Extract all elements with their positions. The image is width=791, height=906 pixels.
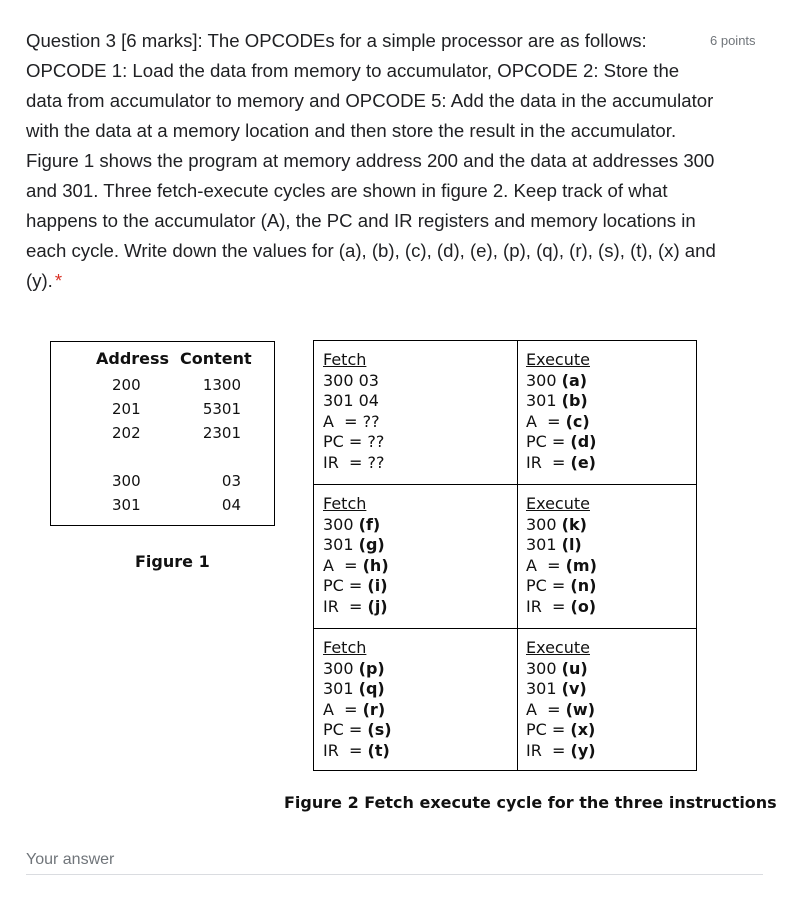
fetch-line: A = (r) xyxy=(323,699,386,719)
content-cell: 04 xyxy=(221,496,241,514)
address-cell: 202 xyxy=(112,424,141,442)
cycle-2-execute xyxy=(526,494,597,617)
fetch-line: IR = ?? xyxy=(323,452,385,472)
column-divider xyxy=(517,341,518,770)
cycle-3-fetch xyxy=(323,638,392,761)
fetch-line: 300 (f) xyxy=(323,514,381,534)
fetch-line: A = (h) xyxy=(323,555,389,575)
execute-line: 301 (v) xyxy=(526,679,587,698)
answer-input[interactable] xyxy=(26,846,763,875)
fetch-title: Fetch xyxy=(323,494,367,513)
fetch-line: PC = ?? xyxy=(323,432,385,451)
fetch-line: 301 04 xyxy=(323,391,379,410)
content-cell: 1300 xyxy=(202,376,241,394)
fetch-line: 300 03 xyxy=(323,370,379,390)
cycle-1-execute xyxy=(526,350,596,473)
address-cell: 201 xyxy=(112,400,141,418)
execute-line: A = (c) xyxy=(526,411,590,431)
address-header: Address xyxy=(96,349,170,368)
address-cell: 301 xyxy=(112,496,141,514)
execute-line: IR = (e) xyxy=(526,452,596,472)
execute-line: IR = (y) xyxy=(526,740,596,760)
content-header: Content xyxy=(180,349,252,368)
execute-title: Execute xyxy=(526,494,590,513)
address-cell: 300 xyxy=(112,472,141,490)
execute-line: 300 (u) xyxy=(526,658,588,678)
fetch-line: 301 (g) xyxy=(323,535,385,554)
fetch-line: 301 (q) xyxy=(323,679,385,698)
content-cell: 03 xyxy=(221,472,241,490)
execute-line: A = (m) xyxy=(526,555,597,575)
fetch-line: IR = (t) xyxy=(323,740,390,760)
figure-1-table xyxy=(50,341,275,526)
execute-line: 300 (k) xyxy=(526,514,587,534)
figure-2-caption: Figure 2 Fetch execute cycle for the three instructions xyxy=(284,793,777,812)
execute-title: Execute xyxy=(526,638,590,657)
fetch-title: Fetch xyxy=(323,350,367,369)
execute-line: IR = (o) xyxy=(526,596,597,616)
question-body: Question 3 [6 marks]: The OPCODEs for a simple processor are as follows: OPCODE 1: Load the data from memory to accumulator, OPCODE 2: Store the data from accumulator to memory and OPCODE 5: Add the data in the accumulator with the data at a memory location and then store the result in the accumulator. Figure 1 shows the program at memory address 200 and the data at addresses 300 and 301. Three fetch-execute cycles are shown in figure 2. Keep track of what happens to the accumulator (A), the PC and IR registers and memory locations in each cycle. Write down the values for (a), (b), (c), (d), (e), (p), (q), (r), (s), (t), (x) and (y). xyxy=(26,30,716,291)
execute-line: 300 (a) xyxy=(526,370,588,390)
cycle-1-fetch xyxy=(323,350,384,473)
row-divider xyxy=(314,484,696,485)
cycle-3-execute xyxy=(526,638,596,761)
execute-line: PC = (n) xyxy=(526,576,597,595)
fetch-line: IR = (j) xyxy=(323,596,388,616)
execute-line: A = (w) xyxy=(526,699,596,719)
fetch-line: PC = (s) xyxy=(323,720,392,739)
fetch-line: 300 (p) xyxy=(323,658,385,678)
fetch-line: A = ?? xyxy=(323,411,380,431)
address-cell: 200 xyxy=(112,376,141,394)
figure-2-table xyxy=(313,340,697,771)
cycle-2-fetch xyxy=(323,494,389,617)
execute-line: PC = (d) xyxy=(526,432,597,451)
execute-line: 301 (l) xyxy=(526,535,582,554)
points-label: 6 points xyxy=(710,33,756,48)
content-cell: 5301 xyxy=(202,400,241,418)
execute-line: 301 (b) xyxy=(526,391,588,410)
execute-title: Execute xyxy=(526,350,590,369)
content-cell: 2301 xyxy=(202,424,241,442)
required-asterisk: * xyxy=(54,270,63,291)
execute-line: PC = (x) xyxy=(526,720,596,739)
fetch-title: Fetch xyxy=(323,638,367,657)
question-text xyxy=(26,26,716,296)
fetch-line: PC = (i) xyxy=(323,576,388,595)
figure-1-caption: Figure 1 xyxy=(135,552,210,571)
row-divider xyxy=(314,628,696,629)
